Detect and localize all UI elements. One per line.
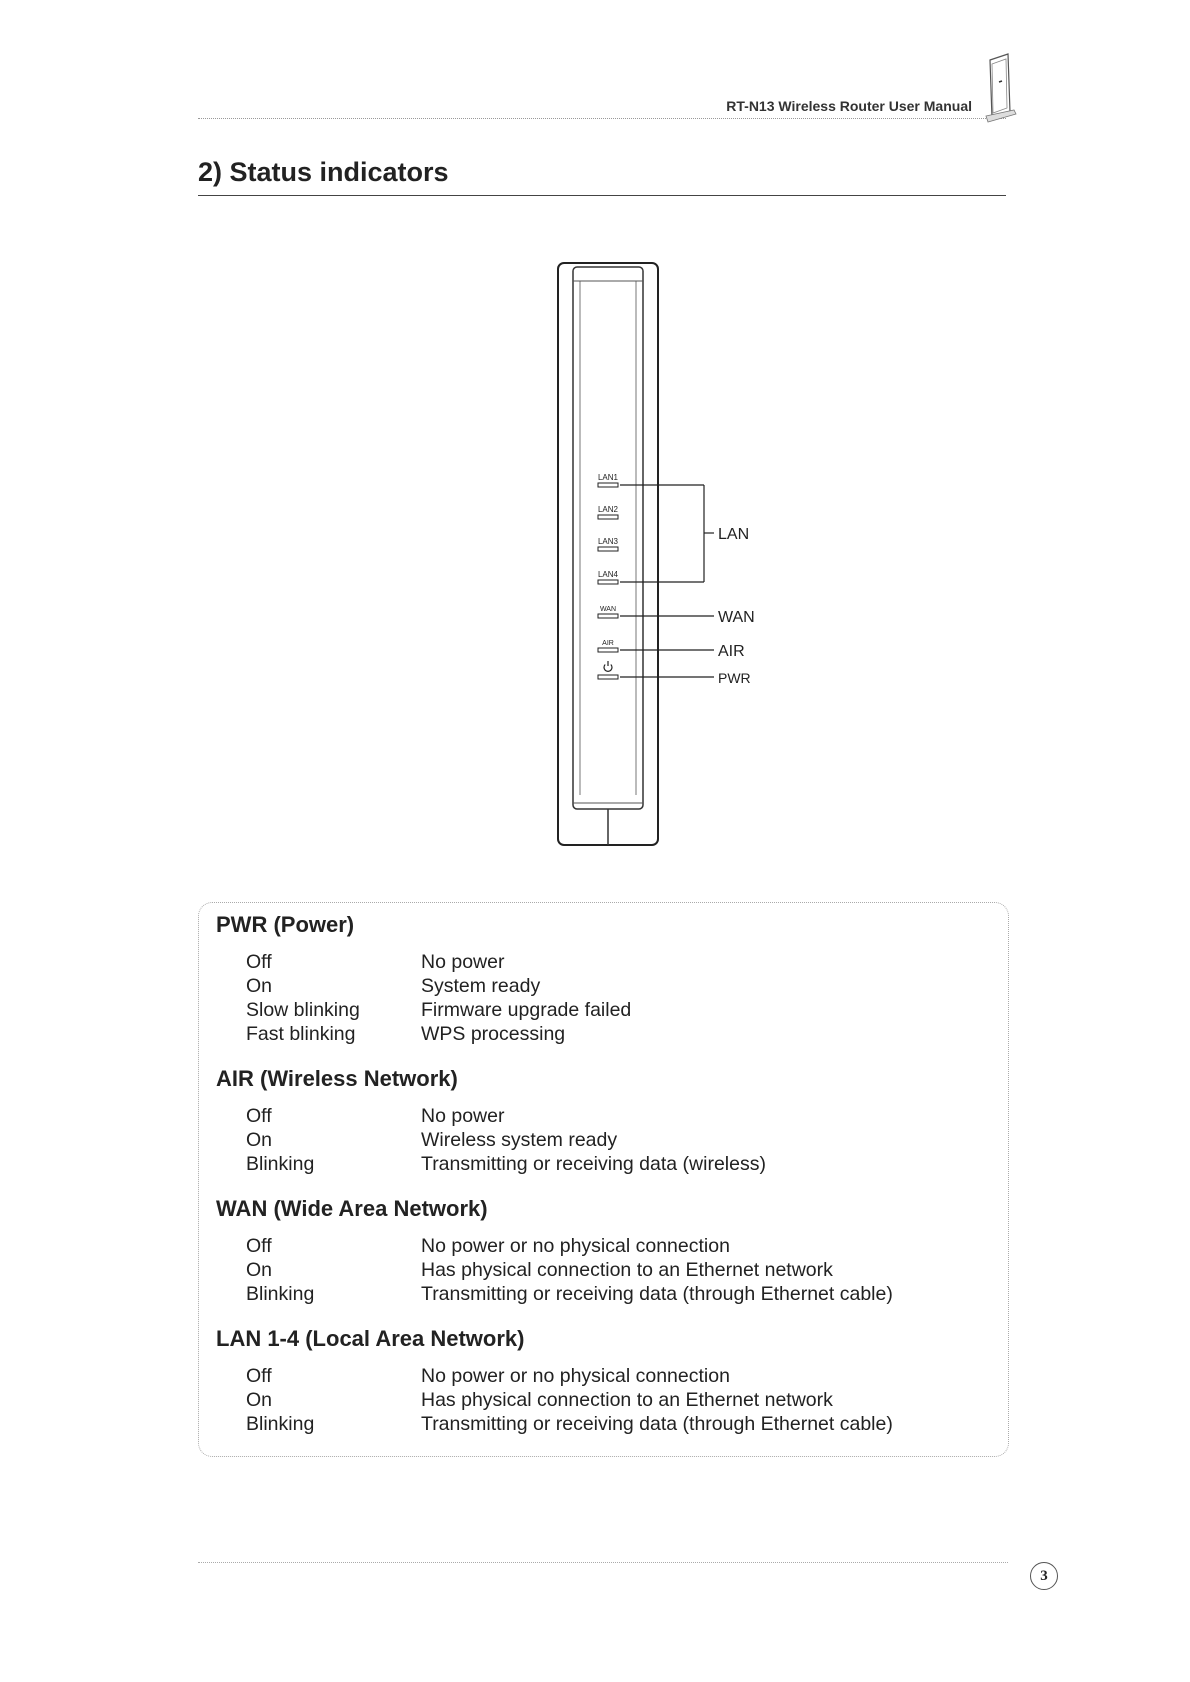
- table-row: [216, 1104, 996, 1128]
- row-desc: Transmitting or receiving data (through Ethernet cable): [421, 1413, 893, 1435]
- footer-rule: [198, 1562, 1008, 1563]
- group-title-wan: WAN (Wide Area Network): [216, 1196, 488, 1221]
- group-title-pwr: PWR (Power): [216, 912, 355, 937]
- table-row: [216, 1128, 996, 1152]
- row-state: Off: [246, 1235, 272, 1257]
- row-state: Blinking: [246, 1413, 315, 1435]
- row-state: Fast blinking: [246, 1023, 356, 1045]
- led-label-wan: WAN: [599, 606, 617, 613]
- row-desc: No power: [421, 951, 505, 973]
- callout-lan: LAN: [718, 526, 750, 543]
- row-desc: System ready: [421, 975, 541, 997]
- table-row: [216, 1364, 996, 1388]
- row-state: On: [246, 1389, 273, 1411]
- group-air: [216, 1066, 996, 1176]
- row-state: Off: [246, 951, 272, 973]
- callout-wan: WAN: [718, 609, 755, 626]
- row-state: On: [246, 1129, 273, 1151]
- table-row: [216, 1388, 996, 1412]
- group-pwr: [216, 912, 996, 1046]
- row-state: Blinking: [246, 1283, 315, 1305]
- led-label-air: AIR: [602, 640, 614, 647]
- row-state: On: [246, 975, 273, 997]
- row-desc: No power: [421, 1105, 505, 1127]
- section-rule: [198, 195, 1006, 196]
- group-title-lan: LAN 1-4 (Local Area Network): [216, 1326, 525, 1351]
- callout-air: AIR: [718, 643, 745, 660]
- row-desc: Wireless system ready: [421, 1129, 618, 1151]
- row-desc: Transmitting or receiving data (wireless): [421, 1153, 766, 1175]
- table-row: [216, 974, 996, 998]
- group-wan: [216, 1196, 996, 1306]
- header-rule: [198, 118, 1006, 119]
- row-desc: Has physical connection to an Ethernet network: [421, 1389, 833, 1411]
- callout-pwr: PWR: [718, 670, 751, 686]
- led-label-lan4: LAN4: [597, 570, 619, 579]
- row-state: Off: [246, 1365, 272, 1387]
- led-label-lan3: LAN3: [597, 537, 619, 546]
- page-number: 3: [1030, 1562, 1058, 1590]
- row-desc: Transmitting or receiving data (through Ethernet cable): [421, 1283, 893, 1305]
- row-desc: Has physical connection to an Ethernet network: [421, 1259, 833, 1281]
- section-title: 2) Status indicators: [198, 157, 449, 187]
- table-row: [216, 998, 996, 1022]
- row-state: Off: [246, 1105, 272, 1127]
- table-row: [216, 1022, 996, 1046]
- router-thumbnail-icon: [980, 52, 1020, 124]
- header-title: RT-N13 Wireless Router User Manual: [726, 98, 972, 114]
- group-lan: [216, 1326, 996, 1436]
- table-row: [216, 1282, 996, 1306]
- row-state: Blinking: [246, 1153, 315, 1175]
- row-desc: WPS processing: [421, 1023, 566, 1045]
- row-desc: Firmware upgrade failed: [421, 999, 632, 1021]
- table-row: [216, 950, 996, 974]
- led-label-lan2: LAN2: [597, 505, 619, 514]
- table-row: [216, 1234, 996, 1258]
- table-row: [216, 1412, 996, 1436]
- row-state: On: [246, 1259, 273, 1281]
- group-title-air: AIR (Wireless Network): [216, 1066, 458, 1091]
- router-front-diagram: [540, 255, 770, 855]
- table-row: [216, 1258, 996, 1282]
- row-state: Slow blinking: [246, 999, 360, 1021]
- row-desc: No power or no physical connection: [421, 1235, 730, 1257]
- led-label-lan1: LAN1: [597, 473, 619, 482]
- row-desc: No power or no physical connection: [421, 1365, 730, 1387]
- table-row: [216, 1152, 996, 1176]
